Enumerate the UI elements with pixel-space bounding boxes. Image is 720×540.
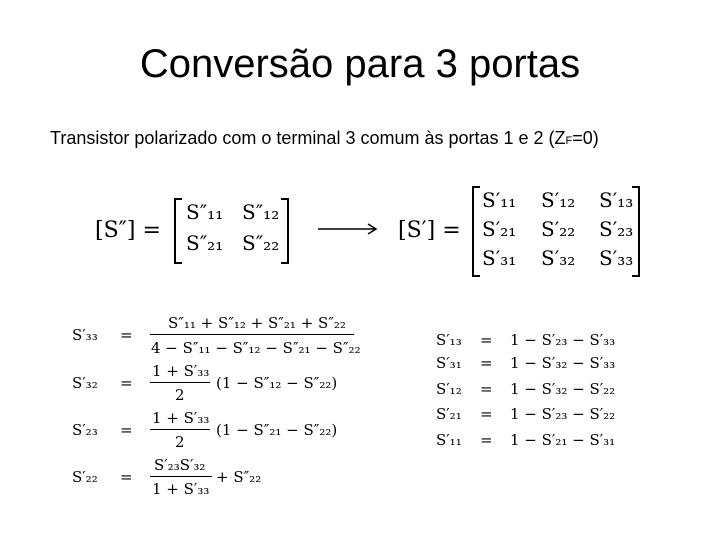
equation-denominator: 1 + S′₃₃ xyxy=(152,480,210,498)
equation-rhs: 1 − S′₃₂ − S′₃₃ xyxy=(510,354,616,372)
fraction-line xyxy=(150,429,210,430)
left-matrix-cell: S″₂₂ xyxy=(242,231,280,255)
equation-relation: = xyxy=(480,331,493,349)
fraction-line xyxy=(150,382,210,383)
left-matrix-open-bracket xyxy=(174,198,182,264)
equation-relation: = xyxy=(120,421,133,439)
equation-relation: = xyxy=(120,326,133,344)
equation-denominator: 2 xyxy=(175,433,185,451)
subtitle-end: =0) xyxy=(572,128,599,148)
equation-tail: + S″₂₂ xyxy=(216,468,262,486)
equation-denominator: 4 − S″₁₁ − S″₁₂ − S″₂₁ − S″₂₂ xyxy=(151,339,361,357)
equation-numerator: S″₁₁ + S″₁₂ + S″₂₁ + S″₂₂ xyxy=(168,314,346,332)
equation-lhs: S′₂₃ xyxy=(72,421,98,439)
equation-rhs: 1 − S′₂₃ − S′₂₂ xyxy=(510,405,616,423)
equation-numerator: 1 + S′₃₃ xyxy=(152,409,210,427)
equation-relation: = xyxy=(480,354,493,372)
equation-rhs: 1 − S′₂₃ − S′₃₃ xyxy=(510,331,616,349)
right-matrix-cell: S′₁₁ xyxy=(482,188,517,212)
equation-lhs: S′₁₁ xyxy=(436,431,462,449)
left-matrix-cell: S″₁₁ xyxy=(186,200,224,224)
slide-subtitle xyxy=(50,128,599,149)
equation-lhs: S′₂₁ xyxy=(436,405,462,423)
equation-lhs: S′₃₃ xyxy=(72,326,98,344)
equation-lhs: S′₃₂ xyxy=(72,374,98,392)
right-arrow-icon xyxy=(318,222,380,236)
equation-lhs: S′₃₁ xyxy=(436,354,462,372)
equation-lhs: S′₁₃ xyxy=(436,331,462,349)
equation-rhs: 1 − S′₂₁ − S′₃₁ xyxy=(510,431,616,449)
left-matrix-cell: S″₂₁ xyxy=(186,231,224,255)
equation-relation: = xyxy=(480,431,493,449)
right-matrix-cell: S′₁₂ xyxy=(541,188,576,212)
fraction-line xyxy=(150,334,354,335)
right-matrix-label: [S′] = xyxy=(398,218,461,243)
fraction-line xyxy=(150,476,212,477)
right-matrix-cell: S′₃₁ xyxy=(482,246,517,270)
right-matrix-open-bracket xyxy=(472,186,480,277)
equation-relation: = xyxy=(480,405,493,423)
right-matrix-cell: S′₂₃ xyxy=(599,217,634,241)
subtitle-text: Transistor polarizado com o terminal 3 comum às portas 1 e 2 (Z xyxy=(50,128,566,148)
equation-denominator: 2 xyxy=(175,386,185,404)
equation-lhs: S′₂₂ xyxy=(72,468,98,486)
equation-relation: = xyxy=(480,380,493,398)
equation-relation: = xyxy=(120,374,133,392)
right-matrix-cell: S′₂₂ xyxy=(541,217,576,241)
right-matrix-cell: S′₃₃ xyxy=(599,246,634,270)
right-matrix-cell: S′₁₃ xyxy=(599,188,634,212)
equation-rhs: 1 − S′₃₂ − S′₂₂ xyxy=(510,380,616,398)
left-matrix-close-bracket xyxy=(281,198,289,264)
equation-numerator: 1 + S′₃₃ xyxy=(152,362,210,380)
left-matrix-label: [S″] = xyxy=(95,218,161,243)
equation-tail: (1 − S″₁₂ − S″₂₂) xyxy=(216,374,338,392)
right-matrix-cell: S′₃₂ xyxy=(541,246,576,270)
equation-numerator: S′₂₃S′₃₂ xyxy=(154,456,206,474)
equation-lhs: S′₁₂ xyxy=(436,380,462,398)
left-matrix-cell: S″₁₂ xyxy=(242,200,280,224)
subtitle-subscript: F xyxy=(565,135,573,147)
equation-relation: = xyxy=(120,468,133,486)
equation-tail: (1 − S″₂₁ − S″₂₂) xyxy=(216,421,338,439)
right-matrix-cell: S′₂₁ xyxy=(482,217,517,241)
slide-title: Conversão para 3 portas xyxy=(139,42,581,86)
